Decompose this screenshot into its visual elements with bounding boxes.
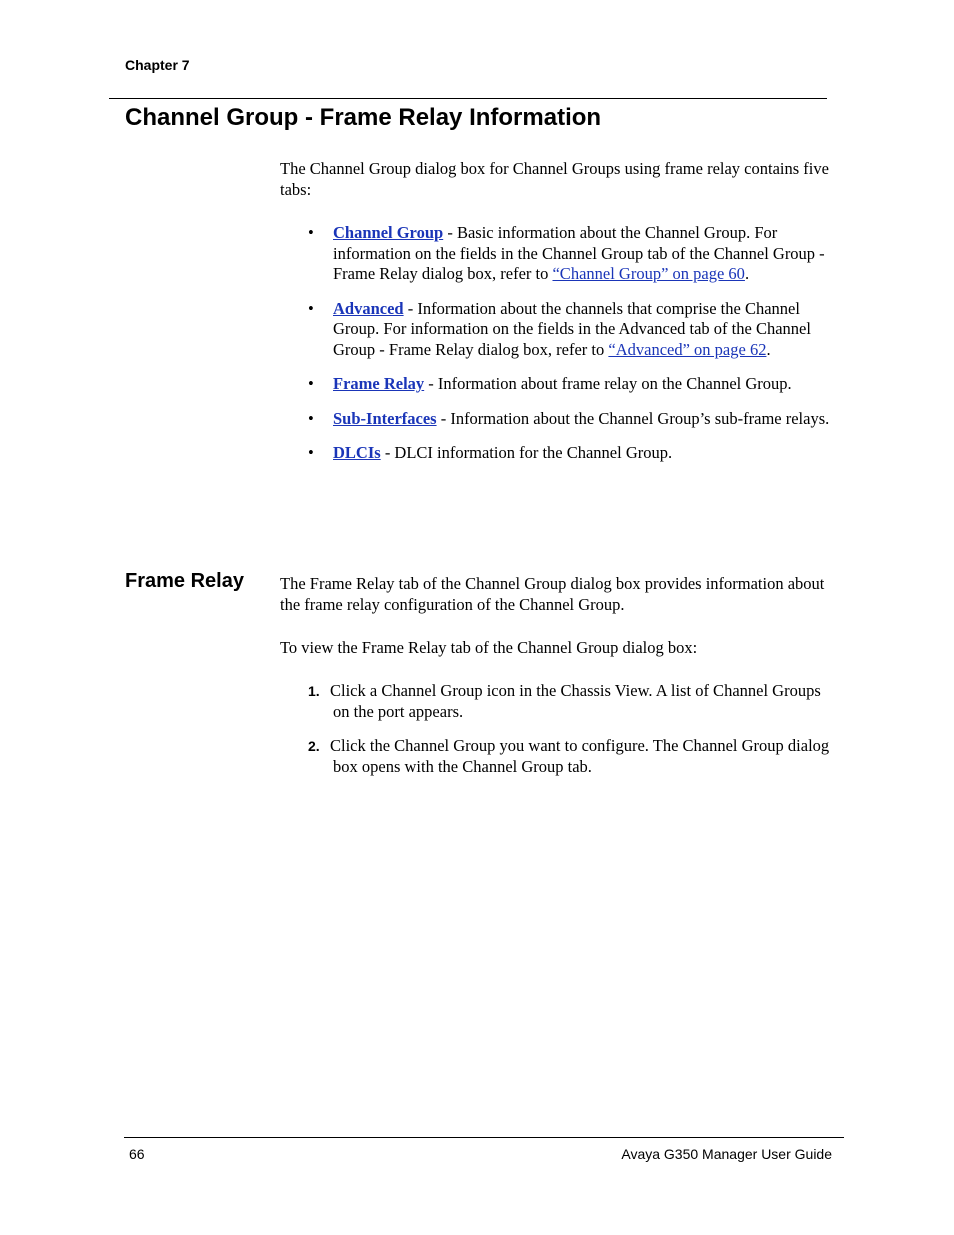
page-number: 66 — [129, 1146, 145, 1162]
footer-rule — [124, 1137, 844, 1138]
list-item — [308, 223, 840, 285]
list-item — [308, 299, 840, 361]
intro-paragraph: The Channel Group dialog box for Channel Groups using frame relay contains five tabs: — [280, 159, 829, 199]
bullet-icon: • — [308, 223, 314, 242]
bullet-icon: • — [308, 408, 314, 428]
step-item — [308, 681, 840, 722]
page-title: Channel Group - Frame Relay Information — [125, 104, 602, 131]
list-item-text: - Information about the channels that comprise the Channel Group. For information on the fields in the Advanced tab of the Channel Group - Frame Relay dialog box, refer to — [333, 298, 811, 359]
list-item-text: - Information about the Channel Group’s sub-frame relays. — [436, 408, 830, 428]
bullet-icon: • — [308, 298, 314, 318]
frame-relay-link[interactable]: Frame Relay — [333, 374, 425, 393]
frame-relay-heading: Frame Relay — [125, 570, 244, 592]
step-number: 2. — [308, 738, 320, 754]
list-item — [308, 409, 840, 430]
list-item-text: - DLCI information for the Channel Group. — [380, 443, 673, 462]
list-item-text: - Information about frame relay on the Channel Group. — [424, 374, 792, 393]
step-text: Click the Channel Group you want to configure. The Channel Group dialog box opens with the Channel Group tab. — [330, 736, 830, 776]
list-item-end: . — [766, 339, 771, 359]
tab-list — [308, 223, 840, 478]
guide-title: Avaya G350 Manager User Guide — [621, 1146, 832, 1162]
channel-group-link[interactable]: Channel Group — [333, 223, 444, 242]
header-rule — [109, 98, 827, 99]
list-item — [308, 374, 840, 395]
advanced-xref-link[interactable]: “Advanced” on page 62 — [608, 339, 767, 359]
frame-relay-paragraph: The Frame Relay tab of the Channel Group dialog box provides information about the frame relay configuration of the Channel Group. — [280, 574, 825, 614]
advanced-link[interactable]: Advanced — [333, 298, 404, 318]
chapter-label: Chapter 7 — [125, 57, 190, 73]
dlcis-link[interactable]: DLCIs — [333, 443, 381, 462]
step-text: Click a Channel Group icon in the Chassis View. A list of Channel Groups on the port appears. — [330, 681, 821, 721]
step-list — [308, 681, 840, 791]
bullet-icon: • — [308, 374, 314, 393]
list-item-end: . — [744, 264, 750, 283]
list-item-text: - Basic information about the Channel Group. For information on the fields in the Channel Group tab of the Channel Group - Frame Relay dialog box, refer to — [333, 223, 825, 283]
step-number: 1. — [308, 683, 320, 699]
sub-interfaces-link[interactable]: Sub-Interfaces — [333, 408, 437, 428]
bullet-icon: • — [308, 443, 314, 462]
channel-group-xref-link[interactable]: “Channel Group” on page 60 — [552, 264, 745, 283]
step-item — [308, 736, 840, 777]
list-item — [308, 443, 840, 464]
frame-relay-instruction: To view the Frame Relay tab of the Channel Group dialog box: — [280, 638, 698, 657]
